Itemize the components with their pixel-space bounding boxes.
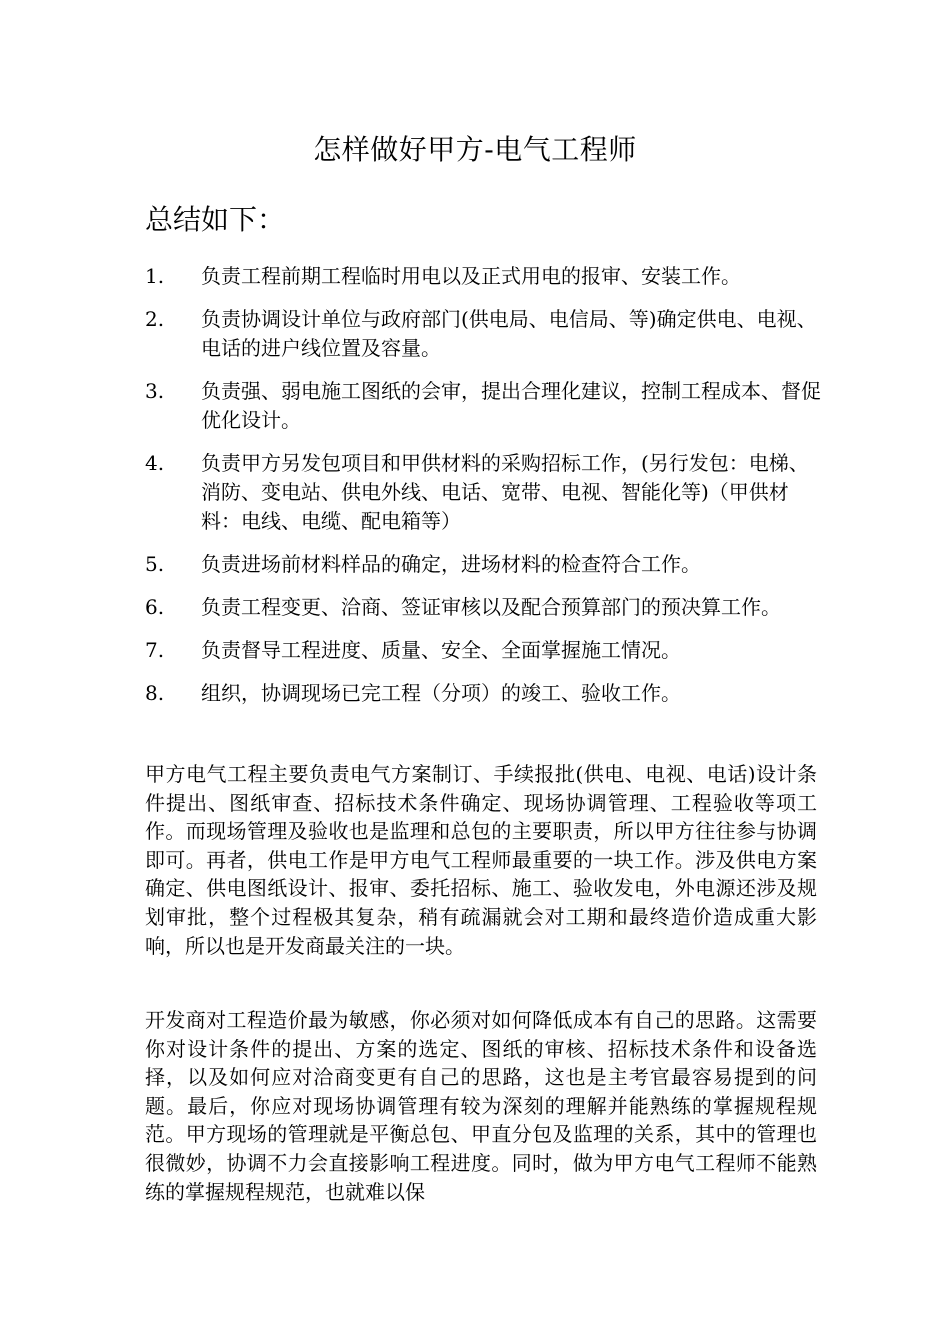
list-item-text: 负责工程变更、洽商、签证审核以及配合预算部门的预决算工作。 (201, 595, 781, 619)
list-item-text: 负责甲方另发包项目和甲供材料的采购招标工作，(另行发包：电梯、消防、变电站、供电外线、电话、宽带、电视、智能化等)（甲供材料：电线、电缆、配电箱等） (201, 451, 809, 533)
list-item (145, 679, 825, 708)
list-item (145, 305, 825, 363)
body-paragraph: 开发商对工程造价最为敏感，你必须对如何降低成本有自己的思路。这需要你对设计条件的提出、方案的选定、图纸的审核、招标技术条件和设备选择，以及如何应对洽商变更有自己的思路，这也是主考官最容易提到的问题。最后，你应对现场协调管理有较为深刻的理解并能熟练的掌握规程规范。甲方现场的管理就是平衡总包、甲直分包及监理的关系，其中的管理也很微妙，协调不力会直接影响工程进度。同时，做为甲方电气工程师不能熟练的掌握规程规范，也就难以保 (145, 1008, 817, 1204)
list-item (145, 449, 825, 536)
summary-heading: 总结如下： (145, 203, 286, 236)
list-item-number: 7. (145, 638, 165, 662)
list-item-text: 负责督导工程进度、质量、安全、全面掌握施工情况。 (201, 638, 681, 662)
list-item-number: 1. (145, 264, 165, 288)
list-item (145, 593, 825, 622)
body-paragraph: 甲方电气工程主要负责电气方案制订、手续报批(供电、电视、电话)设计条件提出、图纸审查、招标技术条件确定、现场协调管理、工程验收等项工作。而现场管理及验收也是监理和总包的主要职责，所以甲方往往参与协调即可。再者，供电工作是甲方电气工程师最重要的一块工作。涉及供电方案确定、供电图纸设计、报审、委托招标、施工、验收发电，外电源还涉及规划审批，整个过程极其复杂，稍有疏漏就会对工期和最终造价造成重大影响，所以也是开发商最关注的一块。 (145, 762, 817, 958)
list-item-text: 负责强、弱电施工图纸的会审，提出合理化建议，控制工程成本、督促优化设计。 (201, 379, 821, 432)
list-item-text: 负责协调设计单位与政府部门(供电局、电信局、等)确定供电、电视、电话的进户线位置及容量。 (201, 307, 817, 360)
list-item-number: 6. (145, 595, 165, 619)
list-item-number: 4. (145, 451, 165, 475)
list-item-number: 2. (145, 307, 165, 331)
list-item-number: 3. (145, 379, 165, 403)
document-title: 怎样做好甲方-电气工程师 (313, 133, 637, 166)
list-item-text: 组织，协调现场已完工程（分项）的竣工、验收工作。 (201, 681, 681, 705)
list-item-text: 负责进场前材料样品的确定，进场材料的检查符合工作。 (201, 552, 701, 576)
list-item-text: 负责工程前期工程临时用电以及正式用电的报审、安装工作。 (201, 264, 741, 288)
list-item-number: 5. (145, 552, 165, 576)
list-item (145, 636, 825, 665)
list-item (145, 550, 825, 579)
duty-list (145, 262, 825, 722)
list-item (145, 377, 825, 435)
list-item (145, 262, 825, 291)
list-item-number: 8. (145, 681, 165, 705)
